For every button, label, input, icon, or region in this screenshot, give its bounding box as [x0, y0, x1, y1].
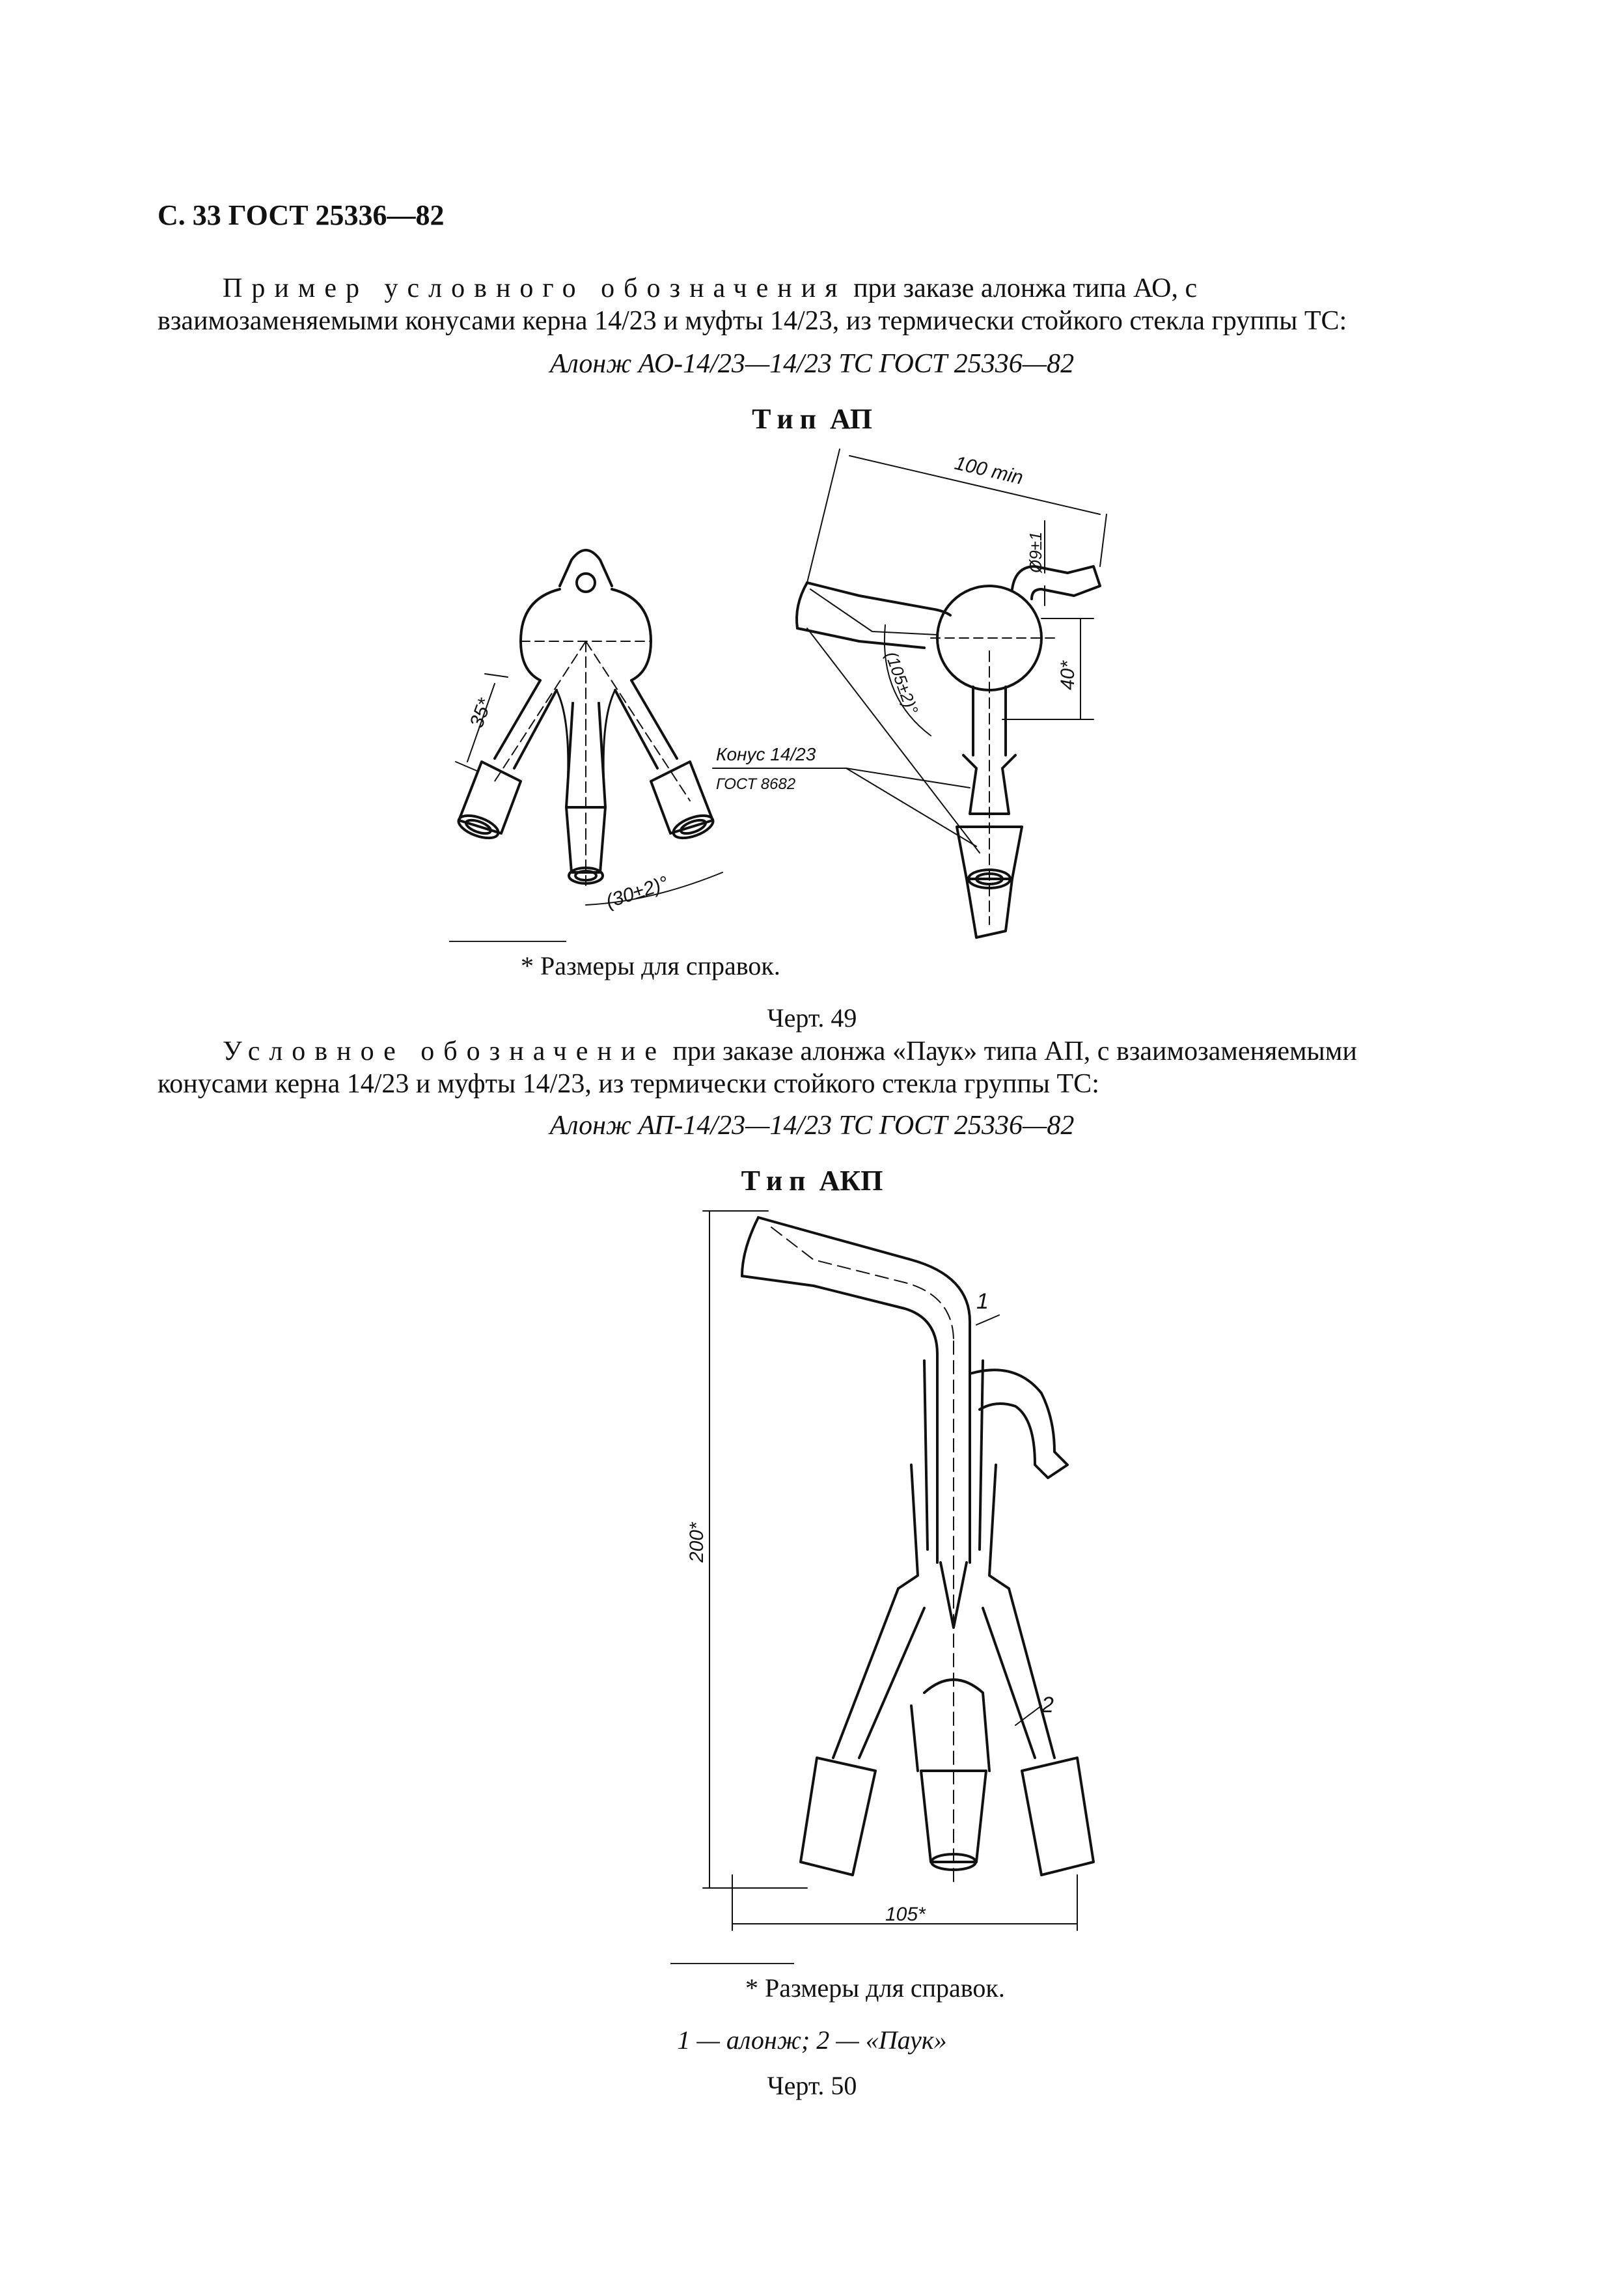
cone-label-1: Конус 14/23 — [716, 744, 816, 764]
page-header: С. 33 ГОСТ 25336—82 — [158, 199, 445, 231]
example-ap-designation: Алонж АП-14/23—14/23 ТС ГОСТ 25336—82 — [549, 1111, 1075, 1141]
caption-50: Черт. 50 — [767, 2071, 857, 2100]
dim-30-label: (30±2)° — [603, 872, 671, 913]
dim-105-label: 105* — [885, 1904, 926, 1925]
example-ap-line2: конусами керна 14/23 и муфты 14/23, из термически стойкого стекла группы ТС: — [158, 1069, 1099, 1099]
example-ao-line1: при заказе алонжа типа АО, с — [846, 273, 1198, 303]
callout-1: 1 — [976, 1289, 989, 1314]
figure-49-drawing — [0, 0, 1624, 944]
dim-9-label: Ø9±1 — [1026, 531, 1045, 573]
type-akp-title-prefix: Тип — [741, 1165, 812, 1197]
dim-35-label: 35* — [465, 695, 496, 731]
footnote-rule-50 — [670, 1963, 794, 1964]
example-ap-paragraph — [158, 1035, 1466, 1100]
dim-105-label: (105±2)° — [881, 648, 922, 717]
example-ao-line2: взаимозаменяемыми конусами керна 14/23 и муфты 14/23, из термически стойкого стекла группы ТС: — [158, 306, 1347, 336]
caption-49: Черт. 49 — [767, 1003, 857, 1033]
example-ao-designation: Алонж АО-14/23—14/23 ТС ГОСТ 25336—82 — [549, 349, 1075, 379]
type-ap-title-prefix: Тип — [752, 403, 823, 435]
footnote-50: * Размеры для справок. — [745, 1973, 1005, 2003]
type-ap-title-suffix: АП — [830, 403, 872, 435]
example-ap-lead: Условное обозначение — [223, 1036, 667, 1066]
footnote-rule-49 — [449, 941, 566, 942]
cone-label-2: ГОСТ 8682 — [716, 775, 796, 793]
dim-100-label: 100 min — [952, 452, 1025, 489]
figure-50-drawing — [0, 1172, 1624, 1992]
callout-2: 2 — [1041, 1693, 1054, 1717]
legend-50: 1 — алонж; 2 — «Паук» — [677, 2025, 947, 2055]
spider-front-view — [456, 550, 723, 905]
footnote-49: * Размеры для справок. — [521, 951, 780, 980]
dim-200-label: 200* — [686, 1522, 708, 1562]
example-ap-line1: при заказе алонжа «Паук» типа АП, с взаимозаменяемыми — [666, 1036, 1357, 1066]
type-akp-title-suffix: АКП — [819, 1165, 883, 1197]
dim-40-label: 40* — [1057, 660, 1079, 690]
example-ao-lead: Пример условного обозначения — [223, 273, 847, 303]
